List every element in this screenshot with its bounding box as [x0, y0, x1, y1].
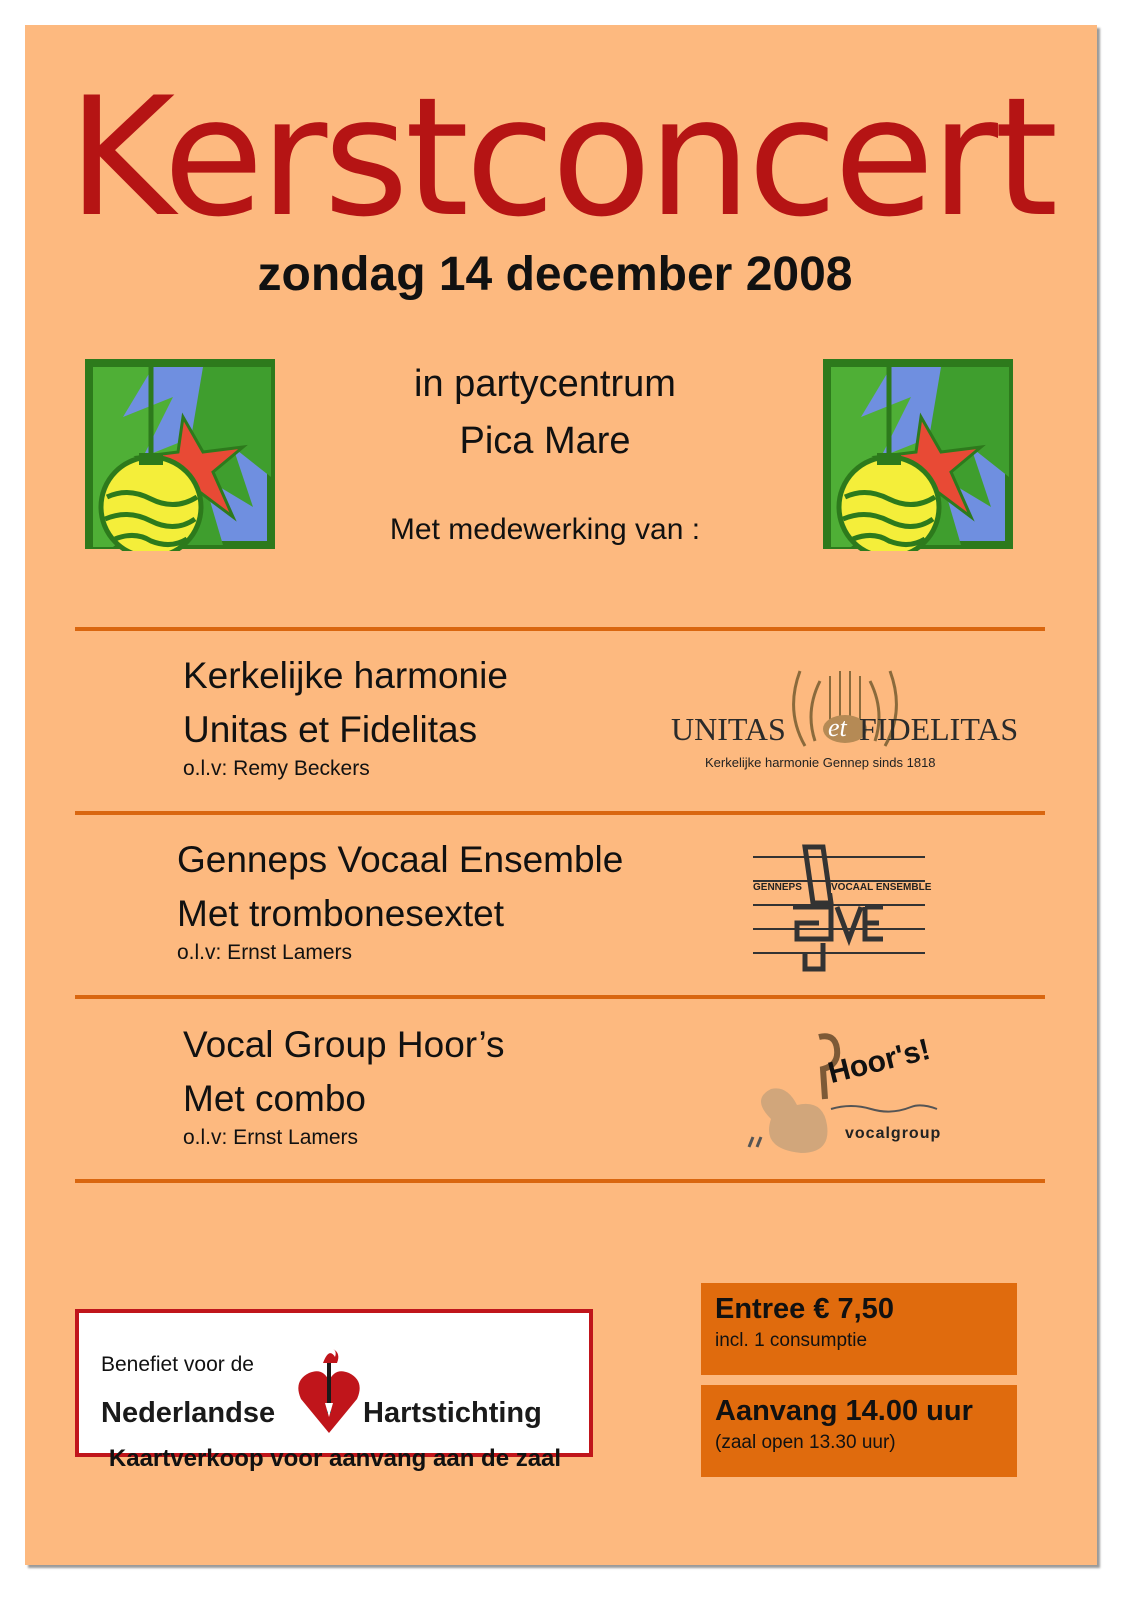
- logo-fidelitas-text: FIDELITAS: [859, 711, 1019, 747]
- poster: [25, 25, 1097, 1565]
- logo-caption: Kerkelijke harmonie Gennep sinds 1818: [705, 755, 936, 770]
- divider: [75, 627, 1045, 631]
- benefit-intro: Benefiet voor de: [101, 1353, 254, 1376]
- with-cooperation-label: Met medewerking van :: [389, 513, 701, 546]
- venue-line-2: Pica Mare: [459, 420, 631, 462]
- entry-price-box: [701, 1283, 1017, 1375]
- logo-hoors-text: Hoor's!: [824, 1032, 934, 1091]
- benefit-left-word: Nederlandse: [101, 1397, 276, 1429]
- logo-genneps-text: GENNEPS: [753, 882, 802, 893]
- christmas-bauble-icon-left: [83, 357, 277, 551]
- start-time: Aanvang 14.00 uur: [715, 1395, 973, 1427]
- group-2-subtitle: Met trombonesextet: [177, 893, 504, 934]
- heart-torch-icon: [297, 1347, 361, 1437]
- group-3-name: Vocal Group Hoor’s: [183, 1024, 505, 1065]
- logo-vocalgroup-text: vocalgroup: [845, 1125, 942, 1142]
- benefit-right-word: Hartstichting: [363, 1397, 542, 1429]
- group-2-conductor: o.l.v: Ernst Lamers: [177, 941, 353, 964]
- divider: [75, 811, 1045, 815]
- divider: [75, 1179, 1045, 1183]
- logo-vocaal-ensemble-text: VOCAAL ENSEMBLE: [831, 882, 932, 893]
- logo-unitas-text: UNITAS: [671, 711, 786, 747]
- concert-date: zondag 14 december 2008: [257, 248, 853, 301]
- hartstichting-benefit-box: [75, 1309, 593, 1457]
- group-3-conductor: o.l.v: Ernst Lamers: [183, 1126, 359, 1149]
- venue-line-1: in partycentrum: [414, 363, 676, 405]
- logo-et-text: et: [828, 713, 847, 742]
- poster-title: Kerstconcert: [67, 62, 1055, 253]
- group-1-name: Kerkelijke harmonie: [183, 655, 508, 696]
- divider: [75, 995, 1045, 999]
- entry-price: Entree € 7,50: [715, 1293, 894, 1325]
- group-2-name: Genneps Vocaal Ensemble: [177, 839, 624, 880]
- start-time-box: [701, 1385, 1017, 1477]
- group-1-conductor: o.l.v: Remy Beckers: [183, 757, 370, 780]
- entry-note: incl. 1 consumptie: [715, 1330, 868, 1351]
- ticket-sales-note: Kaartverkoop voor aanvang aan de zaal: [108, 1445, 562, 1472]
- group-3-subtitle: Met combo: [183, 1078, 367, 1119]
- genneps-vocaal-ensemble-logo: [753, 843, 933, 973]
- hoors-vocalgroup-logo: [741, 1029, 941, 1159]
- music-staff-icon: [753, 843, 933, 973]
- christmas-bauble-icon-right: [821, 357, 1015, 551]
- group-1: [183, 649, 508, 781]
- doors-open-note: (zaal open 13.30 uur): [715, 1432, 896, 1453]
- group-2: [177, 833, 623, 965]
- unitas-fidelitas-logo: [665, 661, 1025, 781]
- group-1-subtitle: Unitas et Fidelitas: [183, 709, 478, 750]
- group-3: [183, 1018, 505, 1150]
